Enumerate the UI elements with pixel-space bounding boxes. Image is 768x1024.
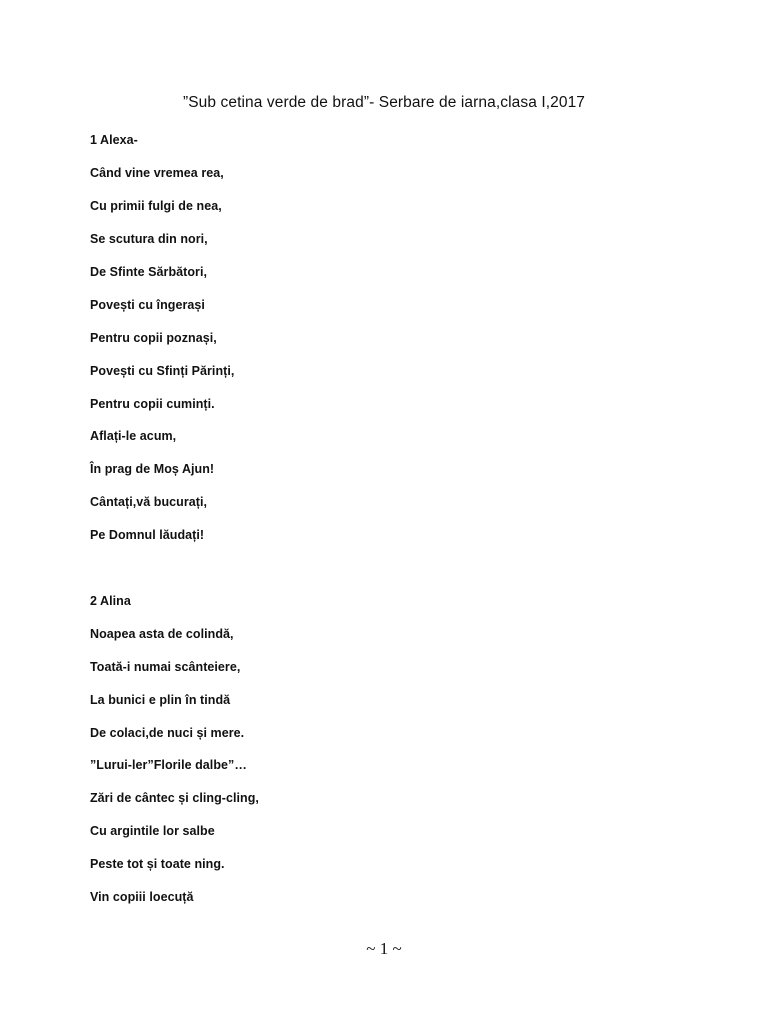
poem-line: În prag de Moș Ajun! (90, 462, 215, 476)
poem-line: Noapea asta de colindă, (90, 627, 234, 641)
poem-line: Cu primii fulgi de nea, (90, 199, 222, 213)
poem-line: Pentru copii poznași, (90, 331, 217, 345)
page-number: ~ 1 ~ (366, 939, 402, 958)
poem-line: Când vine vremea rea, (90, 166, 224, 180)
poem-line: Cu argintile lor salbe (90, 824, 215, 838)
poem-line: Vin copiii loecuță (90, 890, 194, 904)
poem-line: Peste tot și toate ning. (90, 857, 225, 871)
poem-line: De Sfinte Sărbători, (90, 265, 207, 279)
poem-line: Povești cu îngerași (90, 298, 205, 312)
poem-line: Povești cu Sfinți Părinți, (90, 364, 235, 378)
section-heading: 1 Alexa- (90, 133, 138, 147)
poem-line: ”Lurui-ler”Florile dalbe”… (90, 758, 247, 772)
section-heading: 2 Alina (90, 594, 131, 608)
poem-line: Aflați-le acum, (90, 429, 177, 443)
poem-line: Zări de cântec și cling-cling, (90, 791, 259, 805)
poem-line: Pe Domnul lăudați! (90, 528, 205, 542)
poem-line: Pentru copii cuminți. (90, 397, 215, 411)
poem-line: Se scutura din nori, (90, 232, 208, 246)
poem-line: Toată-i numai scânteiere, (90, 660, 241, 674)
document-title: ”Sub cetina verde de brad”- Serbare de iarna,clasa I,2017 (182, 94, 586, 111)
poem-line: La bunici e plin în tindă (90, 693, 231, 707)
poem-line: Cântați,vă bucurați, (90, 495, 207, 509)
poem-line: De colaci,de nuci și mere. (90, 726, 245, 740)
